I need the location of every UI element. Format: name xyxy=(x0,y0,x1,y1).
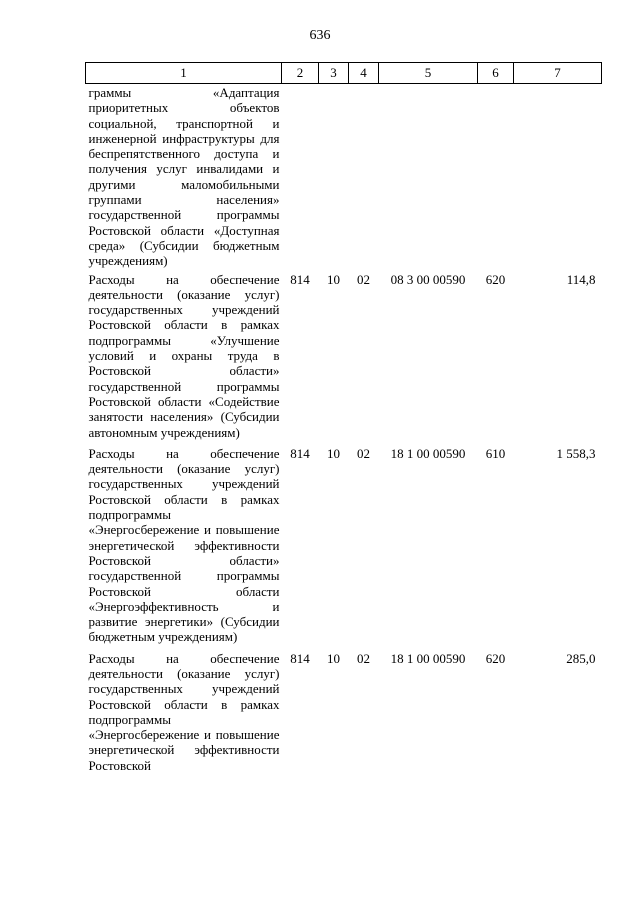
cell-amount: 114,8 xyxy=(566,271,596,287)
page-number: 636 xyxy=(309,28,331,43)
table-row xyxy=(86,648,602,776)
cell-amount: 1 558,3 xyxy=(556,445,596,461)
cell-target-article: 18 1 00 00590 xyxy=(390,445,466,461)
cell-section xyxy=(319,84,349,269)
cell-section: 10 xyxy=(327,271,340,287)
cell-amount: 285,0 xyxy=(566,650,596,666)
cell-section: 10 xyxy=(327,650,340,666)
row-description: Расходы на обеспечение деятельности (оказание услуг) государственных учреждений Ростовской области в рамках подпрограммы «Улучшение условий и охраны труда в Ростовской области» государственной программы Ростовской области «Содействие занятости населения» (Субсидии автономным учреждениям) xyxy=(88,271,280,440)
cell-subsection: 02 xyxy=(357,271,370,287)
cell-target-article: 18 1 00 00590 xyxy=(390,650,466,666)
cell-admin-code: 814 xyxy=(290,271,310,287)
cell-expense-type xyxy=(478,84,514,269)
column-header-3: 3 xyxy=(319,63,349,84)
cell-amount xyxy=(514,84,602,269)
row-description: Расходы на обеспечение деятельности (оказание услуг) государственных учреждений Ростовской области в рамках подпрограммы «Энергосбережение и повышение энергетической эффективности Ростовской xyxy=(88,650,280,773)
table-row xyxy=(86,443,602,648)
column-header-4: 4 xyxy=(349,63,379,84)
cell-expense-type: 620 xyxy=(485,650,506,666)
column-header-7: 7 xyxy=(514,63,602,84)
table-row xyxy=(86,84,602,269)
cell-expense-type: 620 xyxy=(485,271,506,287)
cell-target-article: 08 3 00 00590 xyxy=(390,271,466,287)
cell-subsection: 02 xyxy=(357,445,370,461)
column-header-5: 5 xyxy=(379,63,478,84)
cell-admin-code: 814 xyxy=(290,445,310,461)
column-header-6: 6 xyxy=(478,63,514,84)
cell-admin-code: 814 xyxy=(290,650,310,666)
cell-expense-type: 610 xyxy=(485,445,506,461)
table-row xyxy=(86,269,602,443)
row-description: граммы «Адаптация приоритетных объектов социальной, транспортной и инженерной инфраструктуры для беспрепятственного доступа и получения услуг инвалидами и другими маломобильными группами населения» государственной программы Ростовской области «Доступная среда» (Субсидии бюджетным учреждениям) xyxy=(88,85,280,269)
cell-admin-code xyxy=(282,84,319,269)
budget-table xyxy=(85,62,602,776)
cell-section: 10 xyxy=(327,445,340,461)
cell-subsection: 02 xyxy=(357,650,370,666)
table-header-row xyxy=(86,63,602,84)
cell-target-article xyxy=(379,84,478,269)
cell-subsection xyxy=(349,84,379,269)
column-header-1: 1 xyxy=(86,63,282,84)
column-header-2: 2 xyxy=(282,63,319,84)
row-description: Расходы на обеспечение деятельности (оказание услуг) государственных учреждений Ростовской области в рамках подпрограммы «Энергосбережение и повышение энергетической эффективности Ростовской области» государственной программы Ростовской области «Энергоэффективность и развитие энергетики» (Субсидии бюджетным учреждениям) xyxy=(88,445,280,645)
